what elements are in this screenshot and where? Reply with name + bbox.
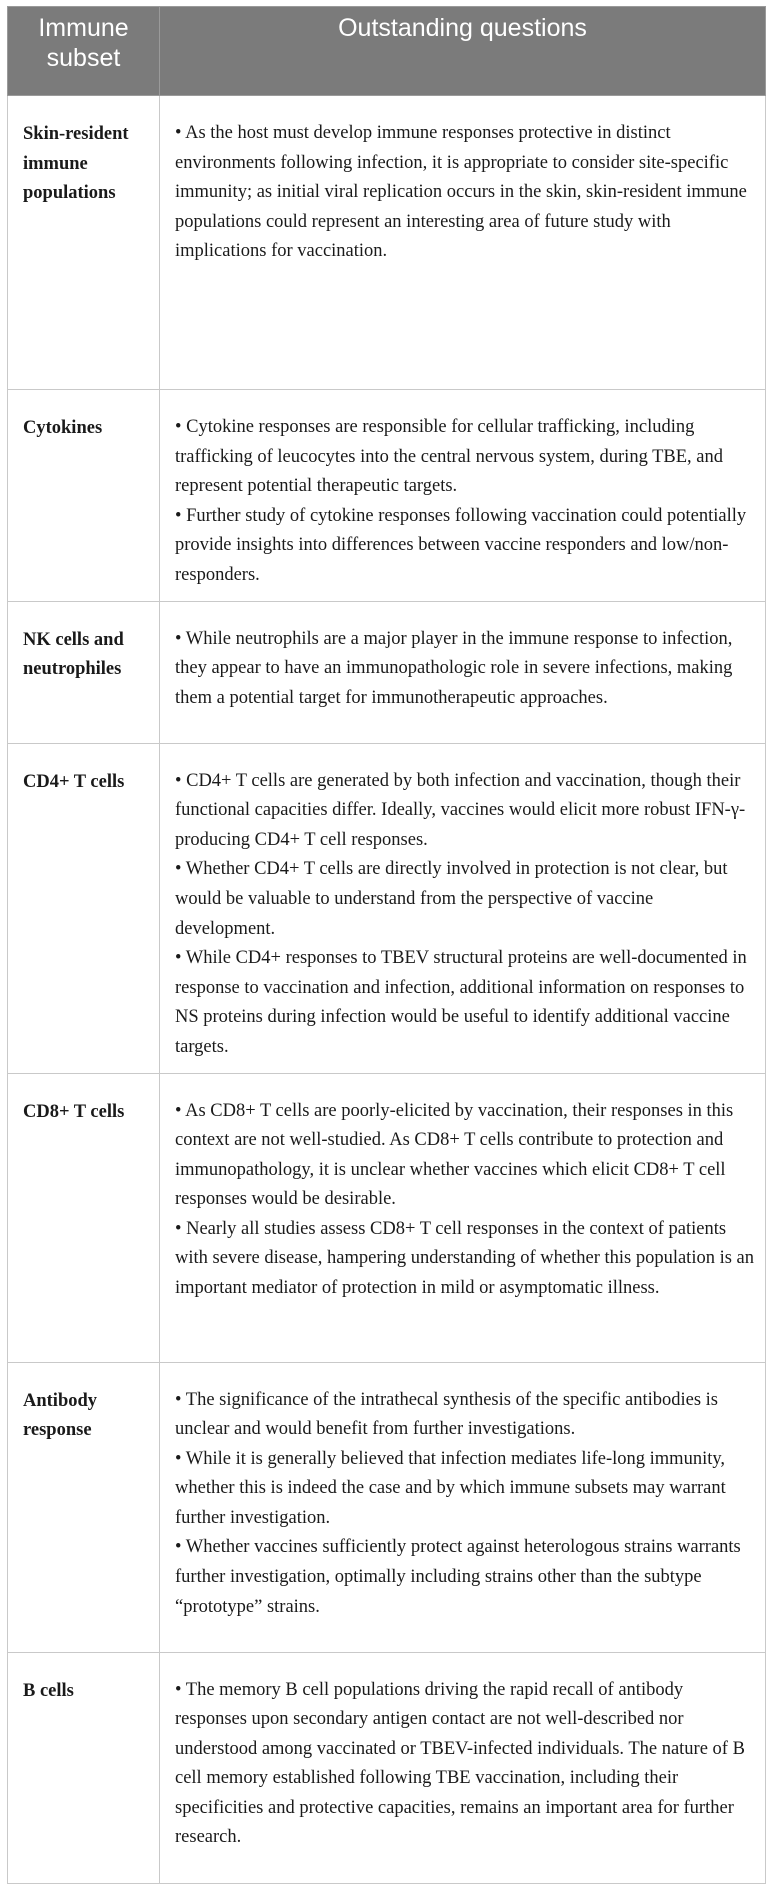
row-questions	[160, 1652, 766, 1883]
table-row	[8, 1362, 766, 1652]
row-questions	[160, 1073, 766, 1362]
table-row	[8, 390, 766, 602]
row-questions	[160, 601, 766, 743]
question-bullet: • The memory B cell populations driving the rapid recall of antibody responses upon secondary antigen contact are not well-described nor understood among vaccinated or TBEV-infected individuals. The nature of B cell memory established following TBE vaccination, including their specificities and protective capacities, remains an important area for further research.	[175, 1679, 745, 1848]
row-subset-label: NK cells and neutrophiles	[8, 601, 160, 743]
row-subset-label: CD8+ T cells	[8, 1073, 160, 1362]
table-row	[8, 1073, 766, 1362]
outstanding-questions-table	[7, 6, 766, 1884]
question-bullet: • While CD4+ responses to TBEV structural proteins are well-documented in response to vaccination and infection, additional information on responses to NS proteins during infection would be useful to identify additional vaccine targets.	[175, 948, 747, 1057]
question-bullet: • As the host must develop immune responses protective in distinct environments following infection, it is appropriate to consider site-specific immunity; as initial viral replication occurs in the skin, skin-resident immune populations could represent an interesting area of future study with implications for vaccination.	[175, 123, 747, 262]
header-row	[8, 7, 766, 96]
table-body	[8, 96, 766, 1884]
row-subset-label: Antibody response	[8, 1362, 160, 1652]
table-row	[8, 96, 766, 390]
table-row	[8, 743, 766, 1073]
table-row	[8, 1652, 766, 1883]
row-questions	[160, 743, 766, 1073]
row-questions	[160, 390, 766, 602]
header-outstanding-questions: Outstanding questions	[160, 7, 766, 96]
question-bullet: • Cytokine responses are responsible for cellular trafficking, including trafficking of leucocytes into the central nervous system, during TBE, and represent potential therapeutic targets.	[175, 417, 724, 497]
row-subset-label: CD4+ T cells	[8, 743, 160, 1073]
header-immune-subset: Immune subset	[8, 7, 160, 96]
row-questions	[160, 1362, 766, 1652]
question-bullet: • CD4+ T cells are generated by both infection and vaccination, though their functional capacities differ. Ideally, vaccines would elicit more robust IFN-γ-producing CD4+ T cell responses.	[175, 770, 746, 850]
question-bullet: • Further study of cytokine responses following vaccination could potentially provide insights into differences between vaccine responders and low/non-responders.	[175, 505, 747, 585]
question-bullet: • Whether CD4+ T cells are directly involved in protection is not clear, but would be valuable to understand from the perspective of vaccine development.	[175, 859, 728, 939]
row-questions	[160, 96, 766, 390]
row-subset-label: B cells	[8, 1652, 160, 1883]
question-bullet: • As CD8+ T cells are poorly-elicited by vaccination, their responses in this context are not well-studied. As CD8+ T cells contribute to protection and immunopathology, it is unclear whether vaccines which elicit CD8+ T cell responses would be desirable.	[175, 1100, 734, 1210]
question-bullet: • While neutrophils are a major player in the immune response to infection, they appear to have an immunopathologic role in severe infections, making them a potential target for immunotherapeutic approaches.	[175, 628, 733, 708]
row-subset-label: Skin-resident immune populations	[8, 96, 160, 390]
question-bullet: • Nearly all studies assess CD8+ T cell responses in the context of patients with severe disease, hampering understanding of whether this population is an important mediator of protection in mild or asymptomatic illness.	[175, 1218, 755, 1299]
table-row	[8, 601, 766, 743]
row-subset-label: Cytokines	[8, 390, 160, 602]
question-bullet: • Whether vaccines sufficiently protect against heterologous strains warrants further investigation, optimally including strains other than the subtype “prototype” strains.	[175, 1537, 741, 1617]
question-bullet: • The significance of the intrathecal synthesis of the specific antibodies is unclear and would benefit from further investigations.	[175, 1389, 718, 1440]
table-header	[8, 7, 766, 96]
question-bullet: • While it is generally believed that infection mediates life-long immunity, whether this is indeed the case and by which immune subsets may warrant further investigation.	[175, 1448, 726, 1528]
